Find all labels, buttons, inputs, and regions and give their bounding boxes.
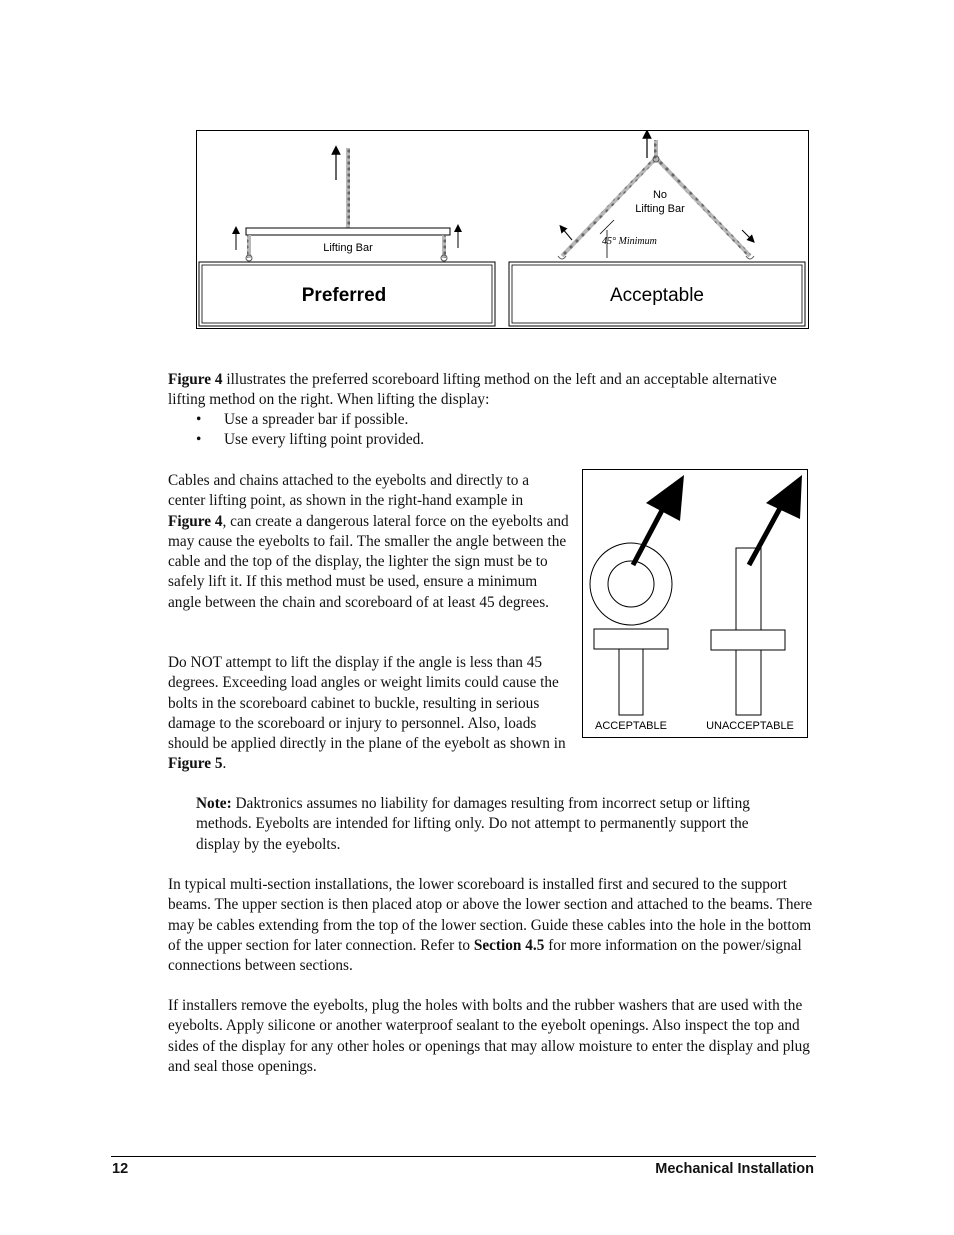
footer-rule — [111, 1156, 816, 1157]
figure-5-eyebolt-loading — [582, 469, 809, 739]
footer-section-title: Mechanical Installation — [655, 1161, 814, 1177]
figure-5-ref: Figure 5 — [168, 755, 223, 773]
figure-4-ref: Figure 4 — [168, 371, 223, 388]
warning-paragraph: Do NOT attempt to lift the display if the angle is less than 45 degrees. Exceeding load angles or weight limits could cause the bolts in the scoreboard cabinet to buckle, resulting in serious damage to the scoreboard or injury to personnel. Also, loads should be applied directly in the plane of the eyebolt as shown in Figure 5. — [168, 654, 566, 773]
preferred-title: Preferred — [301, 285, 387, 306]
section-4-5-ref: Section 4.5 — [473, 936, 545, 954]
intro-paragraph: Figure 4 illustrates the preferred scoreboard lifting method on the left and an acceptable alternative lifting method on the right. When lifting the display: — [168, 371, 777, 409]
figure-4-lifting-methods — [196, 130, 810, 330]
lifting-bar — [246, 228, 450, 235]
acceptable-title: Acceptable — [609, 285, 705, 306]
figure-4-ref: Figure 4 — [168, 512, 223, 530]
eyebolt-removal-paragraph: If installers remove the eyebolts, plug the holes with bolts and the rubber washers that are used with the eyebolts. Apply silicone or another waterproof sealant to the eyebolt openings. Also inspect the top and sides of the display for any other holes or openings that may allow moisture to enter the display and plug and seal those openings. — [168, 997, 810, 1075]
note-label: Note: — [196, 795, 232, 812]
unacceptable-caption: UNACCEPTABLE — [706, 720, 794, 732]
lifting-bar-label: Lifting Bar — [323, 242, 373, 254]
note-paragraph: Note: Daktronics assumes no liability for damages resulting from incorrect setup or lifting methods. Eyebolts are intended for lifting only. Do not attempt to permanently support the display by the eyebolts. — [196, 795, 750, 853]
multi-section-paragraph: In typical multi-section installations, the lower scoreboard is installed first and secured to the support beams. The upper section is then placed atop or above the lower section and attached to the beams. There may be cables extending from the top of the lower section. Guide these cables into the hole in the bottom of the upper section for later connection. Refer to Section 4.5 for more information on the power/signal connections between sections. — [168, 876, 813, 975]
angle-minimum-label: 45° Minimum — [602, 236, 657, 247]
page-number: 12 — [112, 1161, 129, 1177]
cables-paragraph: Cables and chains attached to the eyebolts and directly to a center lifting point, as shown in the right-hand example in Figure 4, can create a dangerous lateral force on the eyebolts and may cause the eyebolts to fail. The smaller the angle between the cable and the top of the display, the lighter the sign must be to safely lift it. If this method must be used, ensure a minimum angle between the chain and scoreboard of at least 45 degrees. — [168, 472, 569, 611]
acceptable-caption: ACCEPTABLE — [595, 720, 667, 732]
list-item: • Use a spreader bar if possible. — [168, 410, 818, 430]
no-lifting-bar-label-1: No — [652, 189, 668, 201]
bullet-list — [168, 410, 818, 451]
no-lifting-bar-label-2: Lifting Bar — [635, 203, 685, 215]
list-item: • Use every lifting point provided. — [168, 430, 818, 450]
